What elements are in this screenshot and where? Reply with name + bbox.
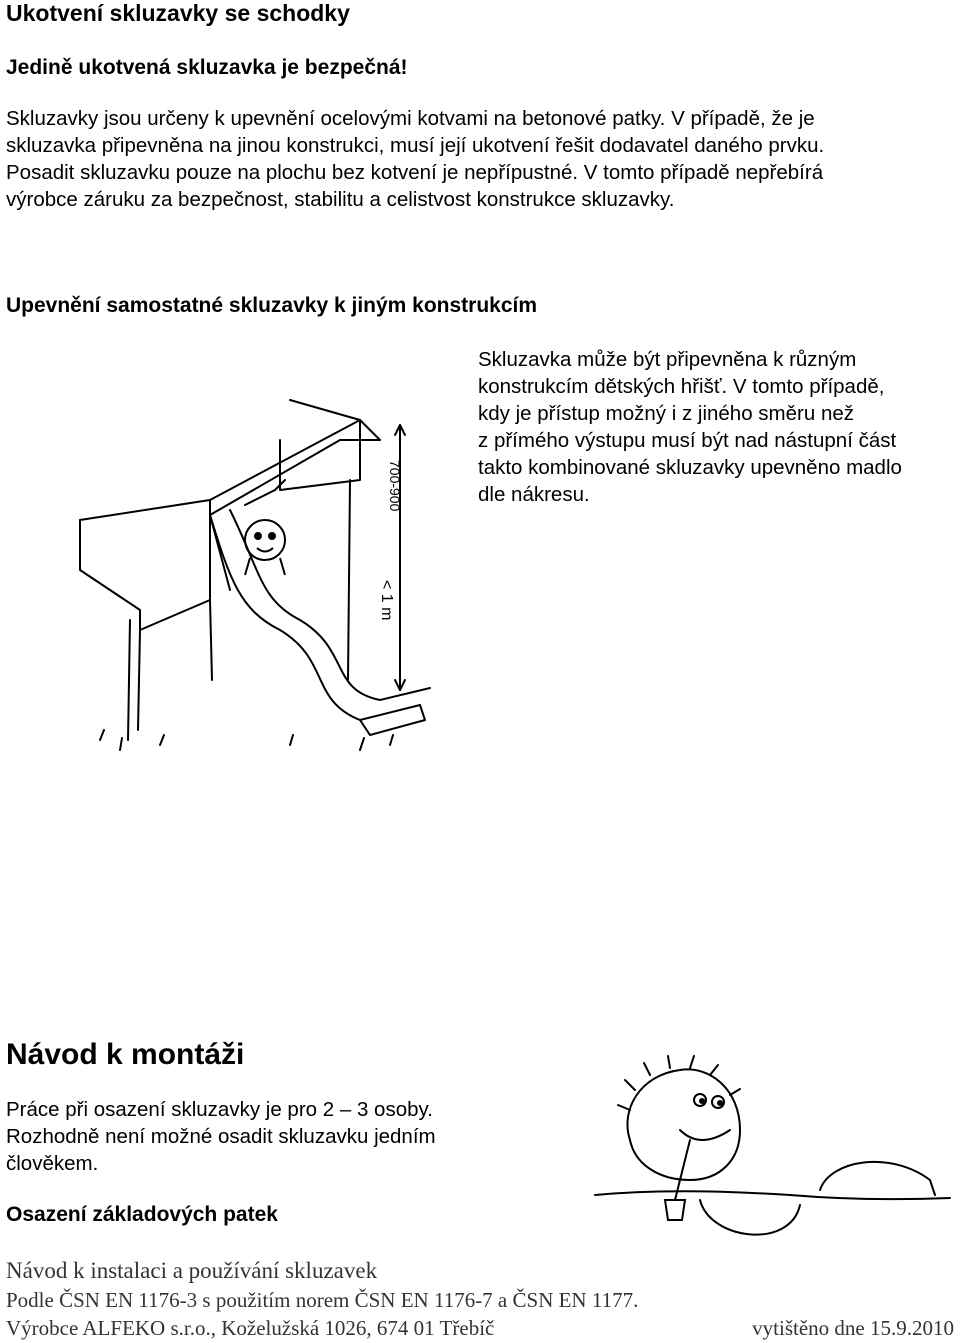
paragraph-line: Skluzavka může být připevněna k různým — [478, 348, 857, 371]
height-label-top: 700-900 — [387, 460, 403, 512]
paragraph-line: z přímého výstupu musí být nad nástupní část — [478, 429, 897, 452]
safety-subtitle: Jedině ukotvená skluzavka je bezpečná! — [6, 56, 408, 79]
paragraph-line: konstrukcím dětských hřišť. V tomto případě, — [478, 375, 885, 398]
paragraph-line: Rozhodně není možné osadit skluzavku jedním — [6, 1125, 436, 1148]
section-subtitle-foundations: Osazení základových patek — [6, 1203, 278, 1226]
height-label-bottom: < 1 m — [378, 580, 395, 621]
footer-standards: Podle ČSN EN 1176-3 s použitím norem ČSN EN 1176-7 a ČSN EN 1177. — [6, 1288, 639, 1312]
anchoring-paragraph — [6, 105, 956, 213]
paragraph-line: kdy je přístup možný i z jiného směru než — [478, 402, 854, 425]
footer-print-date: vytištěno dne 15.9.2010 — [752, 1316, 954, 1340]
creature-head — [245, 520, 285, 560]
paragraph-line: dle nákresu. — [478, 483, 590, 506]
hole — [700, 1200, 800, 1235]
digging-drawing — [590, 1050, 955, 1265]
dirt-pile — [820, 1162, 935, 1195]
slide-drawing — [60, 380, 460, 780]
paragraph-line: takto kombinované skluzavky upevněno madlo — [478, 456, 902, 479]
paragraph-line: skluzavka připevněna na jinou konstrukci, musí její ukotvení řešit dodavatel daného prvku. — [6, 134, 825, 157]
section-title-assembly: Návod k montáži — [6, 1038, 245, 1071]
footer-title: Návod k instalaci a používání skluzavek — [6, 1258, 378, 1283]
paragraph-line: člověkem. — [6, 1152, 99, 1175]
attachment-paragraph — [478, 346, 956, 508]
paragraph-line: Posadit skluzavku pouze na plochu bez kotvení je nepřípustné. V tomto případě nepřebírá — [6, 161, 824, 184]
paragraph-line: výrobce záruku za bezpečnost, stabilitu a celistvost konstrukce skluzavky. — [6, 188, 675, 211]
paragraph-line: Skluzavky jsou určeny k upevnění ocelovými kotvami na betonové patky. V případě, že je — [6, 107, 815, 130]
footer-manufacturer: Výrobce ALFEKO s.r.o., Koželužská 1026, 674 01 Třebíč — [6, 1316, 495, 1340]
page-title: Ukotvení skluzavky se schodky — [6, 0, 350, 26]
paragraph-line: Práce při osazení skluzavky je pro 2 – 3 osoby. — [6, 1098, 433, 1121]
section-title-attachment: Upevnění samostatné skluzavky k jiným konstrukcím — [6, 294, 538, 317]
assembly-paragraph — [6, 1096, 506, 1177]
